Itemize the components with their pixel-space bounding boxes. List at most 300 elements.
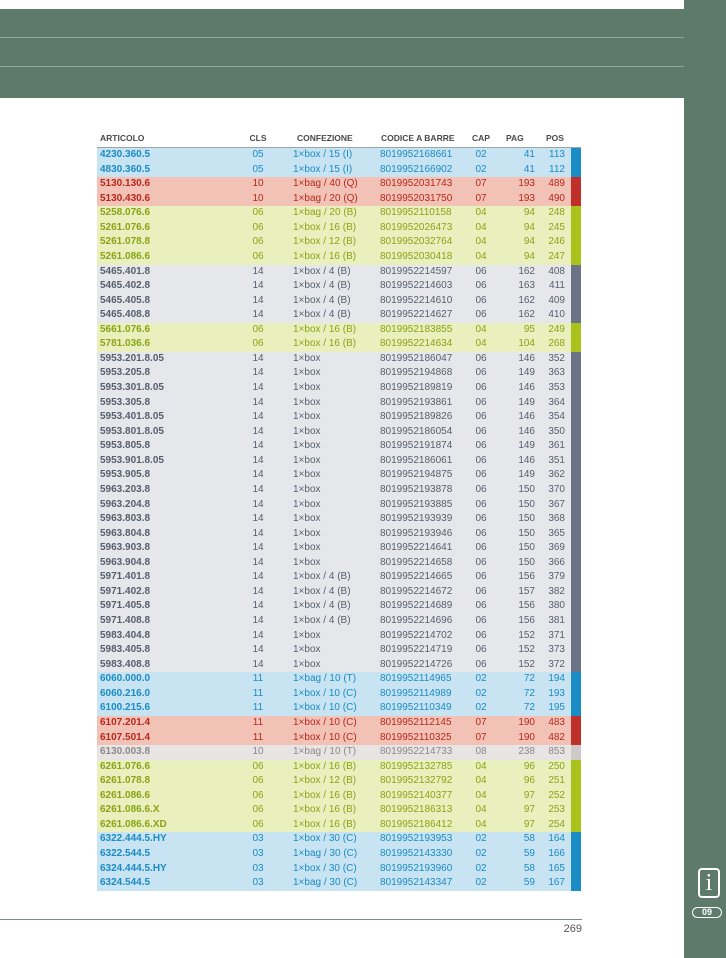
cell-articolo: 6322.444.5.HY <box>100 833 167 845</box>
cell-cls: 06 <box>252 221 264 233</box>
cell-cls: 05 <box>252 163 264 175</box>
cell-confezione: 1×box / 30 (C) <box>293 833 357 845</box>
col-pos: POS <box>546 133 564 143</box>
chapter-badge: 09 <box>692 907 722 918</box>
table-row <box>97 760 581 775</box>
cell-articolo: 5661.076.6 <box>100 323 151 335</box>
cell-cls: 14 <box>252 454 264 466</box>
category-color-bar <box>571 876 581 891</box>
cell-confezione: 1×box / 12 (B) <box>293 775 357 787</box>
cell-cap: 07 <box>475 731 487 743</box>
cell-articolo: 5953.201.8.05 <box>100 352 164 364</box>
cell-articolo: 6107.501.4 <box>100 731 151 743</box>
table-row <box>97 235 581 250</box>
cell-cls: 14 <box>252 498 264 510</box>
cell-articolo: 6261.086.6.X <box>100 804 160 816</box>
cell-cap: 04 <box>475 760 487 772</box>
cell-pag: 150 <box>518 513 535 525</box>
cell-pos: 369 <box>548 542 565 554</box>
cell-cap: 04 <box>475 250 487 262</box>
cell-confezione: 1×box <box>293 527 321 539</box>
cell-confezione: 1×box <box>293 513 321 525</box>
cell-cls: 14 <box>252 542 264 554</box>
cell-articolo: 6324.544.5 <box>100 877 151 889</box>
cell-confezione: 1×box / 15 (I) <box>293 149 353 160</box>
cell-pos: 252 <box>548 789 565 801</box>
cell-articolo: 5465.405.8 <box>100 294 151 306</box>
cell-confezione: 1×box / 16 (B) <box>293 818 357 830</box>
cell-pos: 853 <box>548 746 565 758</box>
cell-confezione: 1×box <box>293 556 321 568</box>
table-row <box>97 541 581 556</box>
table-row <box>97 512 581 527</box>
cell-confezione: 1×bag / 10 (T) <box>293 746 357 758</box>
cell-pos: 113 <box>549 149 565 160</box>
cell-codice: 8019952186412 <box>380 818 453 830</box>
category-color-bar <box>571 527 581 542</box>
cell-pag: 58 <box>523 862 535 874</box>
cell-confezione: 1×box / 4 (B) <box>293 600 351 612</box>
table-row <box>97 250 581 265</box>
cell-pag: 72 <box>523 673 535 685</box>
cell-pos: 366 <box>548 556 565 568</box>
cell-pos: 245 <box>548 221 565 233</box>
cell-pag: 59 <box>523 877 535 889</box>
cell-cls: 14 <box>252 658 264 670</box>
page-number: 269 <box>563 923 582 935</box>
cell-codice: 8019952214597 <box>380 265 453 277</box>
cell-cap: 06 <box>475 440 487 452</box>
category-color-bar <box>571 279 581 294</box>
cell-pos: 361 <box>548 440 565 452</box>
cell-cls: 14 <box>252 411 264 423</box>
cell-pos: 380 <box>548 600 565 612</box>
cell-codice: 8019952194875 <box>380 469 453 481</box>
cell-articolo: 6261.076.6 <box>100 760 151 772</box>
table-row <box>97 308 581 323</box>
cell-cls: 06 <box>252 775 264 787</box>
cell-cls: 06 <box>252 323 264 335</box>
cell-cls: 14 <box>252 585 264 597</box>
category-color-bar <box>571 803 581 818</box>
category-color-bar <box>571 643 581 658</box>
cell-confezione: 1×bag / 40 (Q) <box>293 178 358 190</box>
cell-codice: 8019952114989 <box>380 687 452 699</box>
cell-codice: 8019952214603 <box>380 280 453 292</box>
table-row <box>97 410 581 425</box>
cell-articolo: 5258.076.6 <box>100 207 151 219</box>
cell-cap: 04 <box>475 323 487 335</box>
cell-codice: 8019952214726 <box>380 658 453 670</box>
cell-cls: 06 <box>252 236 264 248</box>
cell-pos: 382 <box>548 585 565 597</box>
cell-pag: 150 <box>518 527 535 539</box>
cell-pos: 246 <box>548 236 565 248</box>
cell-cls: 14 <box>252 469 264 481</box>
cell-pag: 146 <box>518 352 535 364</box>
cell-cls: 11 <box>252 702 264 714</box>
cell-cap: 06 <box>475 425 487 437</box>
cell-confezione: 1×box / 16 (B) <box>293 323 357 335</box>
cell-cap: 02 <box>475 149 487 160</box>
cell-pag: 152 <box>518 629 535 641</box>
cell-cls: 06 <box>252 250 264 262</box>
cell-pag: 156 <box>518 571 535 583</box>
cell-pag: 146 <box>518 382 535 393</box>
category-color-bar <box>571 498 581 513</box>
cell-codice: 8019952140377 <box>380 789 453 801</box>
cell-articolo: 6130.003.8 <box>100 746 151 758</box>
cell-articolo: 6322.544.5 <box>100 848 151 859</box>
cell-pag: 152 <box>518 644 535 656</box>
cell-codice: 8019952031750 <box>380 192 453 204</box>
cell-codice: 8019952186054 <box>380 425 453 437</box>
cell-cls: 14 <box>252 265 264 277</box>
header-rule <box>0 66 684 67</box>
cell-cap: 04 <box>475 236 487 248</box>
cell-pos: 354 <box>548 411 565 423</box>
cell-confezione: 1×box / 4 (B) <box>293 309 351 321</box>
cell-codice: 8019952214610 <box>380 294 453 306</box>
cell-codice: 8019952030418 <box>380 250 453 262</box>
cell-pag: 97 <box>523 789 535 801</box>
table-row <box>97 643 581 658</box>
cell-cap: 06 <box>475 280 487 292</box>
cell-pag: 193 <box>518 178 535 190</box>
cell-pag: 94 <box>523 250 535 262</box>
cell-confezione: 1×box <box>293 658 321 670</box>
cell-cls: 11 <box>252 716 264 728</box>
cell-pos: 482 <box>548 731 565 743</box>
cell-cls: 03 <box>252 848 264 859</box>
cell-cls: 14 <box>252 644 264 656</box>
cell-articolo: 4830.360.5 <box>100 163 151 175</box>
cell-articolo: 6261.086.6.XD <box>100 818 167 830</box>
category-color-bar <box>571 862 581 877</box>
cell-confezione: 1×box <box>293 352 321 364</box>
category-color-bar <box>571 337 581 352</box>
cell-cls: 14 <box>252 629 264 641</box>
col-confezione: CONFEZIONE <box>297 133 353 143</box>
cell-cap: 04 <box>475 775 487 787</box>
cell-confezione: 1×box <box>293 469 321 481</box>
cell-pos: 370 <box>548 483 565 495</box>
article-table <box>97 128 581 891</box>
category-color-bar <box>571 221 581 236</box>
cell-cls: 14 <box>252 600 264 612</box>
cell-pag: 156 <box>518 615 535 626</box>
category-color-bar <box>571 468 581 483</box>
category-color-bar <box>571 512 581 527</box>
cell-confezione: 1×box <box>293 411 321 423</box>
cell-codice: 8019952193885 <box>380 498 453 510</box>
cell-codice: 8019952143330 <box>380 848 453 859</box>
cell-pag: 190 <box>518 731 535 743</box>
cell-pos: 353 <box>548 382 565 393</box>
table-row <box>97 454 581 469</box>
cell-cap: 06 <box>475 585 487 597</box>
cell-confezione: 1×bag / 20 (Q) <box>293 192 358 204</box>
cell-codice: 8019952214634 <box>380 338 453 350</box>
cell-articolo: 5261.086.6 <box>100 250 151 262</box>
cell-cap: 06 <box>475 483 487 495</box>
cell-articolo: 5953.305.8 <box>100 396 151 408</box>
cell-pag: 41 <box>523 149 535 160</box>
category-color-bar <box>571 716 581 731</box>
cell-confezione: 1×box <box>293 396 321 408</box>
table-body <box>97 148 581 891</box>
cell-cls: 14 <box>252 382 264 393</box>
cell-codice: 8019952186047 <box>380 352 453 364</box>
cell-cap: 06 <box>475 644 487 656</box>
cell-articolo: 5971.402.8 <box>100 585 151 597</box>
category-color-bar <box>571 250 581 265</box>
cell-pag: 150 <box>518 542 535 554</box>
cell-pag: 150 <box>518 556 535 568</box>
table-row <box>97 774 581 789</box>
cell-confezione: 1×box / 4 (B) <box>293 280 351 292</box>
cell-cls: 10 <box>252 178 264 190</box>
cell-cls: 14 <box>252 513 264 525</box>
table-row <box>97 876 581 891</box>
table-row <box>97 716 581 731</box>
cell-cls: 14 <box>252 440 264 452</box>
cell-pag: 150 <box>518 498 535 510</box>
cell-pag: 146 <box>518 425 535 437</box>
cell-pag: 72 <box>523 702 535 714</box>
cell-articolo: 6261.086.6 <box>100 789 151 801</box>
category-color-bar <box>571 556 581 571</box>
footer-rule <box>0 919 582 920</box>
cell-pag: 162 <box>518 294 535 306</box>
chapter-sidebar <box>684 0 726 958</box>
table-row <box>97 279 581 294</box>
cell-confezione: 1×bag / 30 (C) <box>293 877 358 889</box>
category-color-bar <box>571 410 581 425</box>
cell-pos: 372 <box>548 658 565 670</box>
cell-codice: 8019952214733 <box>380 746 453 758</box>
cell-pag: 95 <box>523 323 535 335</box>
category-color-bar <box>571 439 581 454</box>
cell-cap: 06 <box>475 658 487 670</box>
cell-pos: 371 <box>548 629 565 641</box>
cell-codice: 8019952214658 <box>380 556 453 568</box>
cell-codice: 8019952193953 <box>380 833 453 845</box>
category-color-bar <box>571 614 581 629</box>
cell-articolo: 6060.000.0 <box>100 673 151 685</box>
table-row <box>97 832 581 847</box>
cell-pag: 149 <box>518 440 535 452</box>
cell-articolo: 5963.904.8 <box>100 556 151 568</box>
info-icon-glyph: i <box>705 870 713 896</box>
cell-pag: 162 <box>518 265 535 277</box>
cell-codice: 8019952110158 <box>380 207 452 219</box>
cell-codice: 8019952032764 <box>380 236 453 248</box>
cell-codice: 8019952112145 <box>380 716 452 728</box>
cell-confezione: 1×box <box>293 425 321 437</box>
cell-confezione: 1×box / 4 (B) <box>293 615 351 626</box>
category-color-bar <box>571 396 581 411</box>
cell-cls: 10 <box>252 192 264 204</box>
cell-articolo: 5130.130.6 <box>100 178 151 190</box>
cell-cap: 02 <box>475 833 487 845</box>
cell-pos: 409 <box>548 294 565 306</box>
header-rule <box>0 37 684 38</box>
cell-articolo: 6261.078.8 <box>100 775 151 787</box>
cell-cap: 06 <box>475 411 487 423</box>
cell-pag: 157 <box>518 585 535 597</box>
cell-pos: 411 <box>549 280 565 292</box>
cell-cls: 06 <box>252 789 264 801</box>
cell-articolo: 5953.301.8.05 <box>100 382 164 393</box>
cell-cap: 06 <box>475 469 487 481</box>
cell-codice: 8019952132792 <box>380 775 453 787</box>
cell-articolo: 5963.203.8 <box>100 483 151 495</box>
cell-pag: 146 <box>518 454 535 466</box>
cell-codice: 8019952193939 <box>380 513 453 525</box>
cell-articolo: 5953.805.8 <box>100 440 151 452</box>
table-row <box>97 425 581 440</box>
category-color-bar <box>571 687 581 702</box>
cell-articolo: 5465.408.8 <box>100 309 151 321</box>
category-color-bar <box>571 672 581 687</box>
cell-articolo: 5971.408.8 <box>100 615 151 626</box>
category-color-bar <box>571 163 581 178</box>
table-row <box>97 439 581 454</box>
cell-cap: 07 <box>475 192 487 204</box>
table-row <box>97 570 581 585</box>
cell-articolo: 5953.905.8 <box>100 469 151 481</box>
cell-cls: 06 <box>252 760 264 772</box>
cell-pos: 193 <box>548 687 565 699</box>
cell-codice: 8019952186061 <box>380 454 453 466</box>
cell-articolo: 5953.901.8.05 <box>100 454 164 466</box>
category-color-bar <box>571 847 581 862</box>
cell-cls: 14 <box>252 352 264 364</box>
table-row <box>97 337 581 352</box>
cell-cap: 07 <box>475 178 487 190</box>
cell-confezione: 1×box / 16 (B) <box>293 789 357 801</box>
cell-confezione: 1×box / 4 (B) <box>293 265 351 277</box>
cell-pos: 251 <box>548 775 565 787</box>
cell-cap: 04 <box>475 818 487 830</box>
cell-pag: 97 <box>523 818 535 830</box>
category-color-bar <box>571 235 581 250</box>
col-articolo: ARTICOLO <box>100 133 145 143</box>
cell-codice: 8019952193946 <box>380 527 453 539</box>
cell-cap: 06 <box>475 382 487 393</box>
cell-confezione: 1×box / 10 (C) <box>293 687 357 699</box>
cell-confezione: 1×box / 16 (B) <box>293 760 357 772</box>
table-row <box>97 731 581 746</box>
cell-pag: 59 <box>523 848 535 859</box>
cell-codice: 8019952114965 <box>380 673 452 685</box>
table-row <box>97 556 581 571</box>
cell-cls: 11 <box>252 731 264 743</box>
cell-pag: 58 <box>523 833 535 845</box>
cell-cls: 14 <box>252 483 264 495</box>
cell-confezione: 1×box <box>293 382 321 393</box>
table-row <box>97 862 581 877</box>
cell-pos: 248 <box>548 207 565 219</box>
cell-cls: 14 <box>252 571 264 583</box>
cell-confezione: 1×box / 12 (B) <box>293 236 357 248</box>
cell-cls: 06 <box>252 207 264 219</box>
cell-cap: 06 <box>475 294 487 306</box>
category-color-bar <box>571 323 581 338</box>
col-cls: CLS <box>249 133 267 143</box>
cell-pos: 364 <box>548 396 565 408</box>
table-row <box>97 177 581 192</box>
cell-cap: 02 <box>475 673 487 685</box>
cell-pos: 166 <box>548 848 565 859</box>
table-row <box>97 818 581 833</box>
cell-codice: 8019952166902 <box>380 163 453 175</box>
category-color-bar <box>571 425 581 440</box>
cell-cls: 05 <box>252 149 264 160</box>
cell-cls: 14 <box>252 615 264 626</box>
cell-cls: 03 <box>252 862 264 874</box>
cell-cap: 06 <box>475 396 487 408</box>
cell-cap: 06 <box>475 367 487 379</box>
cell-cap: 06 <box>475 498 487 510</box>
category-color-bar <box>571 148 581 163</box>
cell-confezione: 1×box <box>293 440 321 452</box>
col-codice: CODICE A BARRE <box>381 133 455 143</box>
cell-pos: 195 <box>548 702 565 714</box>
cell-pag: 190 <box>518 716 535 728</box>
cell-codice: 8019952143347 <box>380 877 453 889</box>
category-color-bar <box>571 585 581 600</box>
cell-confezione: 1×box / 10 (C) <box>293 716 357 728</box>
cell-pos: 367 <box>548 498 565 510</box>
cell-confezione: 1×box / 16 (B) <box>293 250 357 262</box>
cell-cls: 14 <box>252 396 264 408</box>
cell-codice: 8019952194868 <box>380 367 453 379</box>
cell-articolo: 5781.036.6 <box>100 338 151 350</box>
cell-codice: 8019952214696 <box>380 615 453 626</box>
cell-confezione: 1×box / 16 (B) <box>293 804 357 816</box>
cell-confezione: 1×box <box>293 454 321 466</box>
cell-articolo: 5971.401.8 <box>100 571 151 583</box>
cell-confezione: 1×box / 16 (B) <box>293 338 357 350</box>
category-color-bar <box>571 774 581 789</box>
col-pag: PAG <box>506 133 524 143</box>
cell-pos: 249 <box>548 323 565 335</box>
cell-pos: 165 <box>548 862 565 874</box>
category-color-bar <box>571 294 581 309</box>
cell-cls: 14 <box>252 280 264 292</box>
cell-articolo: 5971.405.8 <box>100 600 151 612</box>
cell-pos: 410 <box>548 309 565 321</box>
cell-confezione: 1×box / 4 (B) <box>293 585 351 597</box>
cell-codice: 8019952031743 <box>380 178 453 190</box>
cell-pag: 94 <box>523 221 535 233</box>
cell-confezione: 1×box <box>293 644 321 656</box>
cell-pos: 483 <box>548 716 565 728</box>
cell-cap: 02 <box>475 702 487 714</box>
cell-cap: 06 <box>475 615 487 626</box>
cell-cap: 06 <box>475 352 487 364</box>
cell-pos: 350 <box>548 425 565 437</box>
cell-codice: 8019952214702 <box>380 629 453 641</box>
cell-pos: 381 <box>548 615 565 626</box>
cell-codice: 8019952168661 <box>380 149 453 160</box>
cell-codice: 8019952110349 <box>380 702 452 714</box>
category-color-bar <box>571 381 581 396</box>
cell-cap: 06 <box>475 265 487 277</box>
cell-pos: 379 <box>548 571 565 583</box>
